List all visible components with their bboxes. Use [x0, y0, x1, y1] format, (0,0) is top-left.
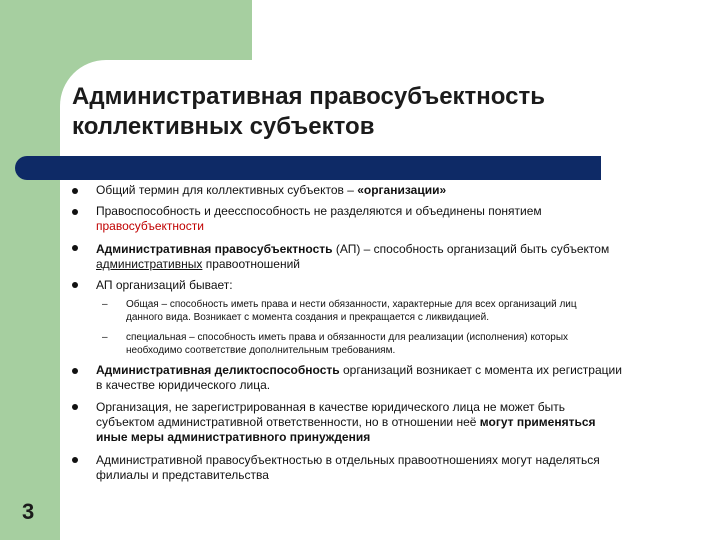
dash-icon: – [102, 299, 108, 310]
sub-bullet-special: специальная – способность иметь права и обязанности для реализации (исполнения) которых необходимо соответствие дополнительным требованиям. [126, 332, 569, 356]
slide-number: 3 [22, 499, 35, 524]
sub-bullet-general: Общая – способность иметь права и нести обязанности, характерные для всех организаций лиц данного вида. Возникает с момента создания и прекращается с ликвидацией. [126, 299, 577, 323]
title-line-1: Административная правосубъектность [72, 83, 546, 110]
bullet-icon [72, 404, 78, 410]
bullet-icon [72, 368, 78, 374]
bullet-icon [72, 282, 78, 288]
bullet-icon [72, 209, 78, 215]
bullet-branches: Административной правосубъектностью в отдельных правоотношениях могут наделяться филиалы и представительства [96, 453, 600, 482]
bullet-icon [72, 188, 78, 194]
title-line-2: коллективных субъектов [72, 113, 375, 140]
bullet-administrative-personality: Административная правосубъектность (АП) – способность организаций быть субъектом административных правоотношений [96, 242, 610, 271]
bullet-legal-capacity: Правоспособность и деесспособность не разделяются и объединены понятием правосубъектности [96, 204, 542, 233]
bullet-ap-types: АП организаций бывает: [96, 278, 233, 292]
bullet-delictual-capacity: Административная деликтоспособность организаций возникает с момента их регистрации в качестве юридического лица. [96, 363, 622, 392]
bullet-unregistered-organization: Организация, не зарегистрированная в качестве юридического лица не может быть субъектом административной ответственности, но в отношении неё могут применяться иные меры административного принуждения [96, 400, 596, 444]
title-divider-bar [15, 156, 601, 180]
slide-title [72, 82, 672, 142]
bullet-icon [72, 457, 78, 463]
bullet-icon [72, 245, 78, 251]
dash-icon: – [102, 332, 108, 343]
bullet-organizations: Общий термин для коллективных субъектов – «организации» [96, 183, 447, 197]
